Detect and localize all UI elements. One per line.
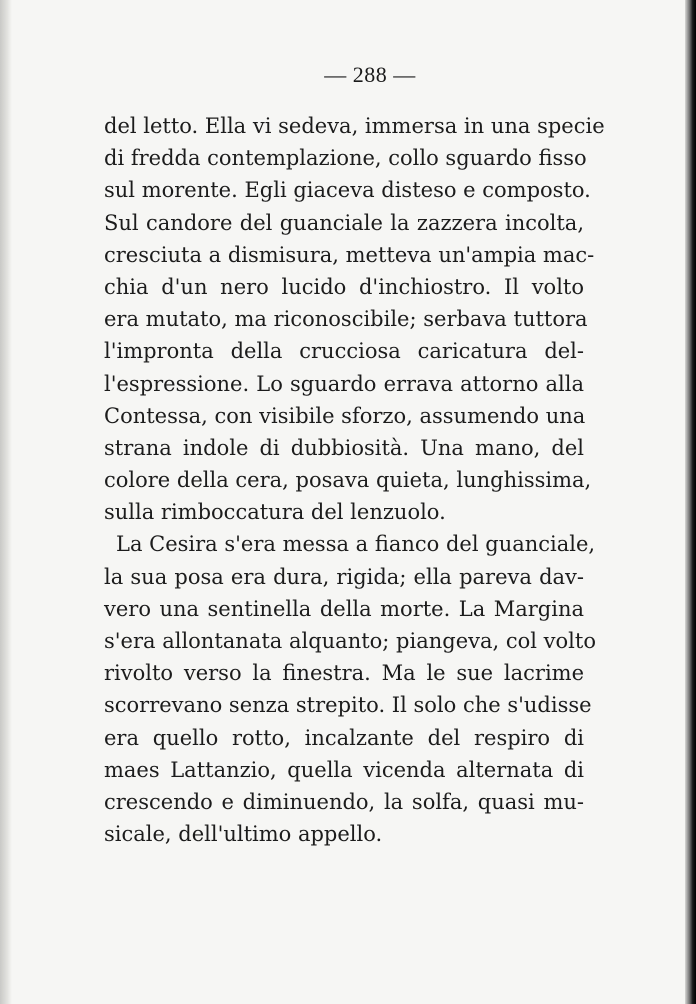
text-line: Contessa, con visibile sforzo, assumendo una <box>104 403 586 428</box>
text-line: di fredda contemplazione, collo sguardo fisso <box>104 146 587 171</box>
text-line: crescendo e diminuendo, la solfa, quasi mu- <box>104 789 584 814</box>
paragraph-start-line: La Cesira s'era messa a fianco del guanciale, <box>116 532 596 557</box>
text-line: era mutato, ma riconoscibile; serbava tuttora <box>104 307 588 332</box>
text-line: chia d'un nero lucido d'inchiostro. Il volto <box>104 274 584 299</box>
text-line: la sua posa era dura, rigida; ella pareva dav- <box>104 564 584 589</box>
page-edge-border <box>685 0 696 1004</box>
text-line: strana indole di dubbiosità. Una mano, del <box>104 435 584 460</box>
text-line: cresciuta a dismisura, metteva un'ampia mac- <box>104 242 595 267</box>
text-line: scorrevano senza strepito. Il solo che s'udisse <box>104 693 592 718</box>
text-line: maes Lattanzio, quella vicenda alternata di <box>104 757 584 782</box>
text-line: rivolto verso la finestra. Ma le sue lacrime <box>104 661 584 686</box>
paragraph-end-line: sulla rimboccatura del lenzuolo. <box>104 500 446 525</box>
text-line: l'impronta della crucciosa caricatura del- <box>104 339 584 364</box>
text-line: del letto. Ella vi sedeva, immersa in una specie <box>104 114 605 138</box>
paragraph-end-line: sicale, dell'ultimo appello. <box>104 822 383 847</box>
body-text <box>104 110 605 850</box>
text-line: colore della cera, posava quieta, lunghissima, <box>104 468 592 493</box>
text-line: sul morente. Egli giaceva disteso e composto. <box>104 178 591 203</box>
text-line: s'era allontanata alquanto; piangeva, col volto <box>104 629 596 653</box>
text-line: era quello rotto, incalzante del respiro di <box>104 725 584 750</box>
text-line: vero una sentinella della morte. La Margina <box>104 596 584 621</box>
text-line: l'espressione. Lo sguardo errava attorno alla <box>104 371 584 396</box>
page-gutter-shadow <box>0 0 12 1004</box>
page-number: — 288 — <box>324 62 416 87</box>
text-line: Sul candore del guanciale la zazzera incolta, <box>104 210 584 235</box>
